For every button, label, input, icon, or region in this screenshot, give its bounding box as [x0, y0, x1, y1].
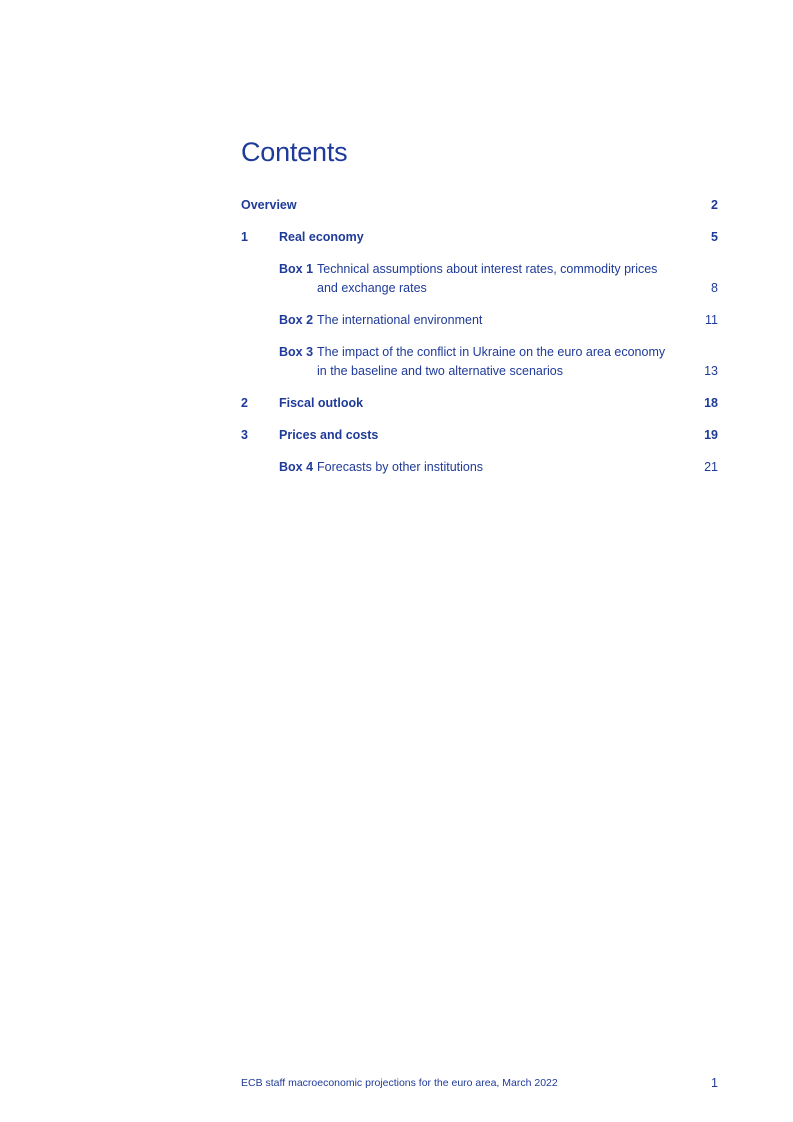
footer-text: ECB staff macroeconomic projections for the euro area, March 2022 [241, 1077, 558, 1089]
toc-entry-page: 8 [711, 281, 718, 295]
toc-entry-label: Overview [241, 198, 297, 212]
page-title: Contents [241, 137, 348, 167]
toc-entry-page: 13 [704, 364, 718, 378]
toc-box-title [317, 458, 677, 477]
toc-box-title [317, 260, 677, 298]
toc-box-title-line: The international environment [317, 313, 483, 327]
toc-box-tag: Box 4 [279, 460, 314, 474]
toc-box-title-line: Technical assumptions about interest rates, commodity prices [317, 262, 658, 276]
toc-entry-number: 1 [241, 230, 248, 244]
toc-box-title-line: The impact of the conflict in Ukraine on the euro area economy [317, 345, 666, 359]
toc-entry-number: 2 [241, 396, 248, 410]
toc-entry-page: 21 [704, 460, 718, 474]
toc-box-title-line: Forecasts by other institutions [317, 460, 484, 474]
toc-entry-page: 19 [704, 428, 718, 442]
toc-box-title [317, 311, 677, 330]
toc-entry-page: 11 [705, 313, 718, 327]
toc-entry-page: 18 [704, 396, 718, 410]
toc-box-title-line: and exchange rates [317, 281, 427, 295]
toc-entry-label: Real economy [279, 230, 364, 244]
toc-entry-page: 5 [711, 230, 718, 244]
toc-entry-number: 3 [241, 428, 248, 442]
toc-entry-label: Prices and costs [279, 428, 379, 442]
toc-entry-page: 2 [711, 198, 718, 212]
footer-page-number: 1 [711, 1076, 718, 1090]
toc-box-title-line: in the baseline and two alternative scenarios [317, 364, 563, 378]
toc-box-tag: Box 1 [279, 262, 314, 276]
toc-box-tag: Box 2 [279, 313, 314, 327]
toc-entry-label: Fiscal outlook [279, 396, 364, 410]
toc-box-title [317, 343, 677, 381]
toc-box-tag: Box 3 [279, 345, 314, 359]
